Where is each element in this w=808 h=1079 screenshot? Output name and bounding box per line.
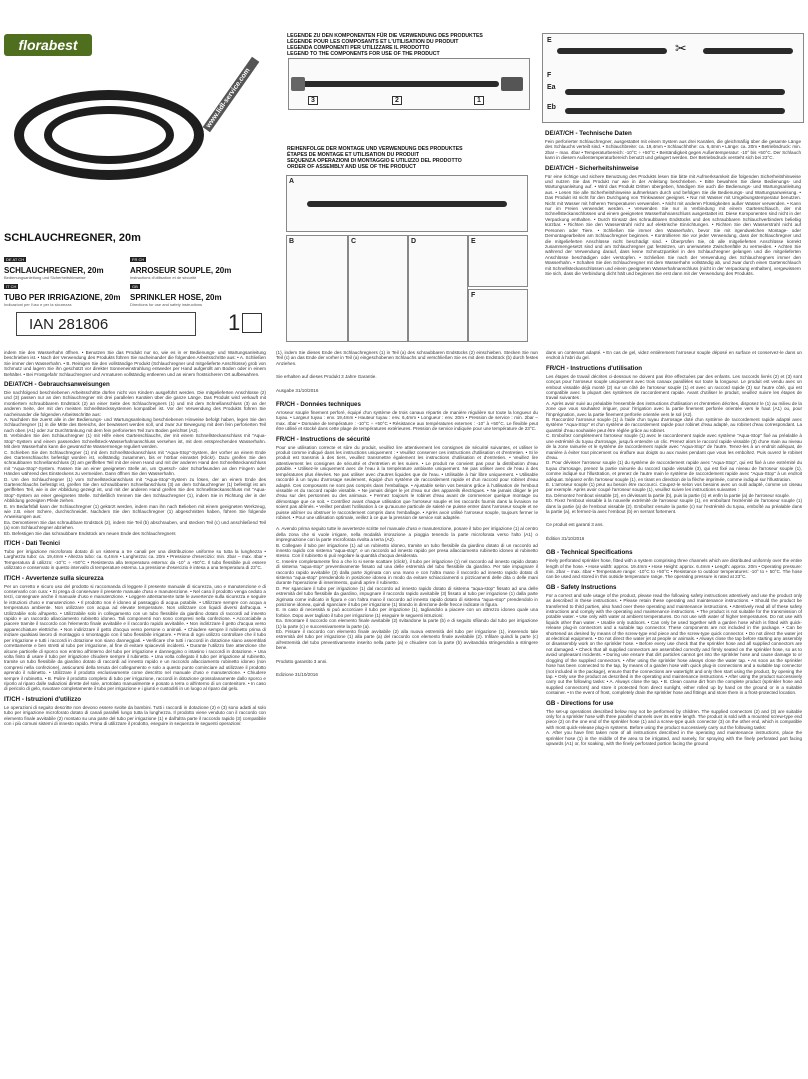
section-heading: GB - Technical Specifications: [546, 549, 633, 557]
fig-label-d: D: [411, 238, 417, 245]
ian-box: IAN 281806: [16, 312, 196, 336]
warranty-text: Prodotto garantito 3 anni.: [276, 658, 328, 664]
product-name: TUBO PER IRRIGAZIONE, 20m: [4, 293, 121, 302]
page-box-icon: [242, 313, 262, 333]
de-top-column: [545, 126, 801, 276]
scissors-icon: ✂: [675, 40, 687, 56]
lang-tags: GB: [132, 284, 138, 289]
column-1: [4, 350, 266, 1072]
section-text: For a correct and safe usage of the product, please read the following safety instructions attentively and use the product only as described in these instructions. • Please retain these operating and maintenance instructions. • Should the product be transferred to third parties, also hand over these operating and maintenance instructions. • Attentively read all of these safety instructions and comply with the operating and maintenance instructions. • The product is not suitable for the transmission of potable water. • Use only with water at ambient temperatures. Do not use with water of higher temperatures. Do not use with liquids other than water. • Usable only outdoors. • Can only be used together with a garden hose which is fitted with quick-release plug-in connectors and a suitable tap connector. These components are not included in the package. • Can be shortened as desired by means of the screw-type end piece and the screw-type quick connector. • Do not direct the water jet at electrical equipment. • Do not direct the water jet at people or animals. • Always close the tap before starting any assembly or disassembly work on the sprinkler hose. • Before every use check that the sprinkler hose and all supplied connectors are not damaged. • Check that all supplied connectors are assembled correctly and firmly seated on the sprinkler hose, so as to avoid unpleasant incidents. • During use ensure that dirt particles cannot get into the sprinkler hose and cause damage to or clogging of the supplied connectors. • After using the sprinkler hose always close the water tap. • As soon as the sprinkler hose has been connected to the tap, by means of a garden hose with quick plug-in connections and a suitable tap connector (not included in the package), ensure that the connections are watertight and only then start using the product, by opening the tap. • Only use the product as described in the operating and maintenance instructions. • After using the product successively carry out the following tasks: • A. Always close the tap. • B. Clean coarse dirt from the complete product (sprinkler hose and supplied connectors) and store it protected from direct sunlight, either rolled up by hand on the ground or in a suitable container. • In the event of frost, completely drain the sprinkler hose and fittings and store them in a frost-protected location.: [546, 592, 802, 696]
legend-figure: [288, 58, 530, 110]
marker-3: 3: [308, 96, 318, 105]
fig-label-ea: Ea: [547, 84, 556, 91]
section-heading: IT/CH - Istruzioni d'utilizzo: [4, 695, 82, 703]
warranty-text: Sie erhalten auf dieses Produkt 3 Jahre Garantie.: [276, 374, 377, 380]
section-heading: GB - Safety Instructions: [546, 583, 617, 591]
section-heading: IT/CH - Dati Tecnici: [4, 540, 60, 547]
figure-a: [286, 175, 528, 232]
hose-line: [703, 48, 793, 54]
cover-title: SCHLAUCHREGNER, 20m: [4, 232, 141, 244]
fig-label-a: A: [289, 178, 295, 185]
assembly-figures: [286, 175, 528, 340]
section-heading: FR/CH - Instructions d'utilisation: [546, 364, 642, 372]
endcap-2-icon: [501, 77, 523, 91]
section-text: A. Avendo prima seguito tutte le avvertenze scritte nel manuale d'uso e manutenzione, posare il tubo per irrigazione (1) al centro della zona che si vuole irrigare, nella modalità irrorazione a pioggia tenendo la parte microforata verso l'alto (A1) o impregnazione con la parte microforata rivolta a terra (A2). B. Collegare il tubo per irrigazione (1) ad un rubinetto idoneo, tramite un tubo flessibile da giardino dotato di un raccordo ad innesto rapido con sistema "aqua-stop", e un raccordo ad innesto rapido per presa allacciamento rubinetto idoneo al rubinetto stesso. Con il rubinetto si può regolare la quantità d'acqua desiderata. C. Inserire completamente fino a che lo si sente scattare (click!), il tubo per irrigazione (1) nel raccordo ad innesto rapido dotato di sistema "aqua-stop" preventivamente fissato ad una delle estremità del tubo flessibile da giardino. Per tale impugnare il raccordo rapido avvitabile (3) dalla parte zigrinata con una mano e con l'altra mano il raccordo ad innesto rapido dotato di sistema "aqua-stop" prendendolo in posizione idonea in modo da evitare schiacciamenti o pizzicamenti delle dita o delle mani durante l'operazione di inserimento, quindi aprire il rubinetto. D. Per sganciare il tubo per irrigazione (1) dal raccordo ad innesto rapido dotato di sistema "aqua-stop" fissato ad una delle estremità del tubo flessibile da giardino, impugnare il raccordo rapido avvitabile (3) fissato al tubo per irrigazione (1) dalla parte zigrinata come indicato in figura e con l'altra mano il raccordo ad innesto rapido dotato di sistema "aqua-stop" prendendolo in posizione idonea, quindi sganciare il tubo per irrigazione (1) tirando in direzione delle frecce indicate in figura. E. In caso di necessità si può accorciare il tubo per irrigazione (1), tagliandolo a piacere con un attrezzo idoneo quale una forbice. Dopo aver tagliato il tubo per irrigazione (1) eseguire le seguenti istruzioni: Ea. Smontare il raccordo con elemento finale avvitabile (2) svitandone la parte (b) e di seguito sfilando dal tubo per irrigazione (1) la parte (c) e successivamente la parte (a). Eb. Fissare il raccordo con elemento finale avvitabile (2) alla nuova estremità del tubo per irrigazione (1), inserendo tale estremità del tubo per irrigazione (1) alla parte (a) del raccordo con elemento finale avvitabile (2). Infilare quindi la parte (c) all'estremità del tubo preventivamente inserito nella parte (a) e chiudere con la parte (b) avvitandola stringendola a stringere bene.: [276, 526, 538, 651]
page-number: [228, 309, 262, 336]
hose-line: [307, 201, 507, 207]
product-sub: Instructions d'utilisation et de sécurité: [130, 275, 197, 280]
section-text: Fein perforierter Schlauchregner, ausgestattet mit einem System aus drei Kanälen, die gleichmäßig über die gesamte Länge des Schlauchs verteilt sind. • Schlauchbreite: ca. 19,4mm • Schlauchhöhe: ca. 6,4mm • Länge: ca. 20m • Betriebsdruck: min. 2bar – max. 4bar • Temperaturbereich: -10°C ÷ +50°C • Beständigkeit gegen Außentemperatur: -10° bis +50°C. Der Schlauch kann in diesem Außentemperaturbereich benutzt und gelagert werden. Der Betriebsdruck versteht sich bei 23°C.: [545, 139, 801, 161]
product-name: ARROSEUR SOUPLE, 20m: [130, 266, 232, 275]
fig-label-e: E: [471, 238, 476, 245]
section-text: Die nachfolgend beschriebenen Arbeitsschritte dürfen nicht von Kindern ausgeführt werden. Die mitgelieferten Anschlüsse (2) und (3) passen nur an den Schlauchregner mit drei parallelen Kanälen über die ganze Länge. Das Produkt wird verkauft mit montiertem schraubbarem Endstück (2) an einer Seite des Schlauchregners (1) und mit dem Schnellanschluss (3) an der anderen Seite, der mit den meisten Schnellsteckssystemen kompatibel ist. Vor der Verwendung des Produkts führen Sie nacheinander die folgenden Arbeitsschritte aus: A. Nachdem Sie zuerst alle in der Bedienungs- und Wartungsanleitung beschriebenen Hinweise befolgt haben, legen Sie den Schlauchregner (1) in die Mitte des Bereichs, der bewässert werden soll, und zwar zur Bewegung mit dem fein perforierten Teil nach oben (A1) oder zur Durchtränkung mit dem fein perforierten Teil zum Boden gerichtet (A2). B. Verbinden Sie den Schlauchregner (1) mit Hilfe eines Gartenschlauchs, der mit einem Schnellsteckanschluss mit "Aqua-Stop"-System und einem passenden Schnellsteck-Wasserhahnanschluss versehen ist, mit dem entsprechenden Wasserhahn. Mit dem Wasserhahn kann die gewünschte Wassermenge reguliert werden. C. Schieben Sie den Schlauchregner (1) mit dem Schnellsteckanschluss mit "Aqua-Stop"-System, der vorher an einem Ende des Gartenschlauchs befestigt worden ist, vollständig zusammen, bis er hörbar einrastet (Klick!). Dazu greifen Sie den schraubbaren Schnellanschluss (3) am geriffelten Teil mit der einen Hand und mit der anderen Hand den Schnellsteckanschluss mit "Aqua-Stop"-System. Fassen Sie an einer geeigneten Stelle an, um Quetsch- oder Schürfwunden an den Fingern oder Händen während des Einsteckens zu vermeiden. Dann öffnen Sie den Wasserhahn. D. Um den Schlauchregner (1) vom Schnellsteckanschluss mit "Aqua-Stop"-System zu lösen, der an einem Ende des Gartenschlauchs befestigt ist, greifen Sie den schraubbaren Schnellanschluss (3) an dem Schlauchregner (1) befestigt ist am geriffelten Teil, wie in der Abbildung gezeigt ist, und mit der anderen Hand greifen Sie den Schnellsteckanschluss mit "Aqua-Stop"-System an einer geeigneten Stelle. Schließlich trennen Sie den Schlauchregner (1), indem Sie in Richtung der in der Abbildung gezeigten Pfeile ziehen. E. Im Bedarfsfall kann der Schlauchregner (1) gekürzt werden, indem man ihn nach Belieben mit einem geeigneten Werkzeug, wie z.B. einer Schere, durchschneidet. Nachdem Sie den Schlauchregner (1) abgeschnitten haben, führen Sie folgende Anweisungen aus: Ea. Demontieren Sie das schraubbare Endstück (2), indem Sie Teil (b) abschrauben, und stecken Teil (c) und anschließend Teil (a) vom Schlauchregner abziehen. Eb. Befestigen Sie das schraubbare Endstück am neuen Ende des Schlauchregners: [4, 390, 266, 536]
section-text: Tubo per irrigazione microforato dotato di un sistema a tre canali per una distribuzione uniforme su tutta la lunghezza • Larghezza tubo: ca. 19,4mm • Altezza tubo: ca. 6,4mm • Lunghezza: ca. 20m • Pressione d'esercizio: min. 2bar – max. 4bar • Temperatura di utilizzo: -10°C ÷ +50°C • Resistenza alla temperatura esterna: da -10° a +50°C. Il tubo flessibile può essere utilizzato e conservato in questo intervallo di temperature esterna. La pressione d'esercizio è intesa a una temperatura di 23°C.: [4, 549, 266, 571]
section-text: Arroseur souple finement perforé, équipé d'un système de trois canaux répartis de manière régulière sur toute la longueur du tuyau. • Largeur tuyau : env. 19,4mm • Hauteur tuyau : env. 6,4mm • Longueur : env. 20m • Pression de service : min. 2bar – max. 4bar • Domaine de température : -10°C ÷ +50°C • Résistance aux températures externes : -10° à +50°C. Le flexible peut être utilisé et stocké dans cette plage de températures extérieures. Pression de service indiquée pour une température de 23°C.: [276, 410, 538, 432]
figure-d: [408, 235, 468, 342]
warranty-text: Ce produit est garanti 3 ans.: [546, 522, 604, 528]
lang-tags: FR CH: [132, 257, 145, 262]
section-text: Les étapes de travail décrites ci-dessous ne doivent pas être effectuées par des enfants. Les raccords livrés (2) et (3) sont conçus pour l'arroseur souple uniquement avec trois canaux parallèles sur toute la longueur. Le produit est vendu avec un embout vissable déjà monté (2) sur un côté de l'arroseur souple (1) et avec un raccord rapide (3) sur l'autre côté, qui est compatible avec la plupart des systèmes de raccordement rapide. Avant d'utiliser le produit, veuillez suivre les étapes de travail suivantes : A. Après avoir suivi au préalable l'ensemble des instructions d'utilisation et d'entretien décrites, disposez le (1) au milieu de la zone que vous souhaitez irriguer, pour l'irrigation avec la partie finement perforée orientée vers le haut (A1) ou, pour l'imprégnation, avec la partie finement perforée orientée vers le sol (A2). B. Raccordez l'arroseur souple (1) à l'aide d'un tuyau d'arrosage doté d'un système de raccordement rapide adapté avec système "Aqua-Stop" et d'un système de raccordement rapide pour robinet d'eau adapté, au robinet d'eau correspondant. La quantité d'eau souhaitée peut être réglée grâce au robinet. C. Emboîtez complètement l'arroseur souple (1) avec le raccordement rapide avec système "Aqua-Stop" fixé au préalable à une extrémité du tuyau d'arrosage, jusqu'à entendre un clic. Prenez alors le raccord rapide vissable (3) d'une main au niveau de la zone rainurée et le système de raccordement rapide avec "Aqua-Stop" de l'autre. Tenez-les à un endroit adéquat, de manière à éviter tout pincement ou éraflure aux doigts ou aux mains pendant que vous les emboîtez. Puis ouvrez le robinet d'eau. D. Pour dévisser l'arroseur souple (1) du système de raccordement rapide avec "Aqua-Stop", qui est fixé à une extrémité du tuyau d'arrosage, prenez la partie rainurée du raccord rapide vissable (3), qui est fixé au niveau de l'arroseur souple (1), comme indiqué sur l'illustration, et prenez de l'autre main le système de raccordement rapide avec "Aqua-Stop" à un endroit adéquat. Séparez enfin l'arroseur souple (1), en tirant en direction de la flèche imprimée, comme indiqué sur l'illustration. E. L'arroseur souple (1) peut au besoin être raccourci. Coupez-le selon vos besoins avec un outil adapté, comme un ciseau par exemple. Après avoir coupé l'arroseur souple (1), veuillez suivre les instructions suivantes : Ea. Démontez l'embout vissable (2), en dévissant la partie (b), puis la partie (c) et enfin la partie (a) de l'arroseur souple. Eb. Fixez l'embout vissable à la nouvelle extrémité de l'arroseur souple (1), en emboîtant l'extrémité de l'arroseur souple (1) dans la partie (a) de l'embout vissable (2). Emboîtez ensuite la partie (c) sur l'extrémité du tuyau, emboîté au préalable dans la partie (a), et fermez-la avec l'embout (b) en serrant fortement.: [546, 373, 802, 514]
hose-line: [565, 108, 785, 114]
hose-line: [299, 81, 499, 87]
fig-label-f: F: [471, 292, 476, 299]
lidl-service-url: www.lidl-service.com: [203, 57, 260, 133]
hose-coil-illustration: [14, 70, 204, 210]
brand-logo: florabest: [4, 34, 92, 56]
fig-label-b: B: [289, 238, 295, 245]
product-gb: [130, 275, 270, 307]
hose-line: [557, 48, 667, 54]
figure-c: [348, 235, 408, 342]
section-text: Pour une utilisation correcte et sûre du produit, veuillez lire attentivement les consignes de sécurité suivantes, et utiliser le produit comme indiqué dans les instructions uniquement : • Veuillez conserver ces instructions d'utilisation et d'entretien. • Si le produit est transmis à des tiers, veuillez transmettre également les instructions d'utilisation et d'entretien. • Veuillez lire attentivement les consignes de sécurité et d'entretien et les suivre. • Le produit ne convient pas pour la distribution d'eau potable. • Utilisez-le uniquement avec de l'eau à la température ambiante uniquement. Ne pas utiliser avec de l'eau à des températures plus élevées. Ne pas utiliser avec d'autres liquides que de l'eau. • Utilisable à l'air libre uniquement. • Utilisable raccordé à un tuyau d'arrosage seulement, équipé d'un système de raccordement rapide et d'un raccord pour robinet d'eau adapté. Ces composants ne sont pas compris dans l'emballage. • Ajustable selon vos besoins grâce à l'utilisation de l'embout vissable et du raccord rapide vissable. • Ne jamais diriger le jet d'eau sur des appareils électriques. • Ne jamais diriger le jet d'eau sur des personnes ou des animaux. • Fermez toujours le robinet d'eau avant de commencer quelque montage ou démontage que ce soit. • Contrôlez avant chaque utilisation que l'arroseur souple et les raccords fournis dans la livraison ne soient pas abîmés. • Veillez pendant l'utilisation à ce qu'aucune particule de saleté ne puisse entrer dans l'arroseur souple et ne puisse abîmer ou obstruer le raccordement compris dans l'emballage. • Après avoir utilisé l'arroseur souple, toujours fermer le robinet. • Pour une utilisation optimale, veillez à ce que la pression de service soit adaptée.: [276, 444, 538, 520]
lang-tags: IT CH: [6, 284, 17, 289]
section-heading: DE/AT/CH - Technische Daten: [545, 130, 632, 137]
fig-label-eb: Eb: [547, 104, 556, 111]
section-heading: DE/AT/CH - Sicherheitshinweise: [545, 164, 639, 172]
figure-f: [468, 289, 528, 342]
product-sub: Indicazioni per l'uso e per la sicurezza: [4, 302, 72, 307]
section-text: The set-up operations described below may not be performed by children. The supplied connectors (2) and (3) are suitable only for a sprinkler hose with three parallel channels over its entire length. The product is sold with a mounted screw-type end piece (2) on the one end of the sprinkler hose (1) and a screw-type quick connector (3) on the other end, which is compatible with most quick-release plug-in systems. Before using the product successively carry out the following tasks: A. After you have first taken note of all instructions described in the operating and maintenance instructions, place the sprinkler hose (1) in the middle of the area to be irrigated, and namely, for spraying with the finely perforated part facing upwards (A1) or, for soaking, with the finely perforated portion facing the ground: [546, 708, 802, 746]
section-text: Für eine richtige und sichere Benutzung des Produkts lesen Sie bitte mit Aufmerksamkeit die folgenden Sicherheitshinweise und nutzen Sie das Produkt nur wie in der Anleitung beschrieben. • Bitte bewahren Sie diese Bedienungs- und Wartungsanleitung auf. • Wird das Produkt Dritten übergeben, händigen Sie auch die Bedienungs- und Wartungsanleitung aus. • Lesen Sie alle Sicherheitshinweise aufmerksam durch und befolgen Sie die Bedienungs- und Wartungsanweisung. • Das Produkt ist nicht für den Durchgang von Trinkwasser geeignet. • Nur mit Wasser mit Umgebungstemperatur benutzen. Nicht mit Wasser mit höheren Temperaturen verwenden. • Nicht mit anderen Flüssigkeiten außer Wasser verwenden. • Kann nur im Freien verwendet werden. • Verwenden Sie nur in Verbindung mit einem Gartenschlauch, der mit Schnellsteckanschlüssen und einem geeigneten Wasserhahnanschluss ausgestattet ist. Diese Komponenten sind nicht in der Verpackung enthalten. • Durch Einsatz des schraubbaren Endstücks und des schraubbaren Schlauchverbinders beliebig kürzbar. • Richten Sie den Wasserstrahl nicht auf elektrische Einrichtungen. • Richten Sie den Wasserstrahl nicht auf Personen oder Tiere. • Schließen Sie immer den Wasserhahn, bevor Sie mit irgendwelchen Montage- oder Demontagearbeiten am Schlauchregner beginnen. • Kontrollieren Sie vor jeder Verwendung, dass der Schlauchregner und die mitgelieferten Anschlüsse nicht beschädigt sind. • Überprüfen Sie, ob alle mitgelieferten Anschlüsse korrekt zusammengesetzt sind und am Schlauchregner gut festsitzen, um unerwartete Zwischenfälle zu vermeiden. • Achten Sie während der Verwendung darauf, dass keine Schmutzpartikel in den Schlauchregner gelangen und die mitgelieferten Anschlüsse beschädigen oder verstopfen. • Schließen Sie nach der Verwendung des Schlauchregners immer den Wasserhahn. • Schalten Sie den Schlauchregner mit dem Wasserhahn vollständig ab, und zwar durch einen Gartenschlauch mit Schnellsteckanschlüssen und einem geeigneten Wasserhahnanschluss (nicht in der Verpackung enthalten), vergewissern Sie sich, dass die Verbindung dicht hält und beginnen Sie erst dann mit der Verwendung des Produkts.: [545, 173, 801, 276]
continuation-text: dans un contenant adapté. • En cas de gel, videz entièrement l'arroseur souple déposé en surface et conservez-le dans un endroit à l'abri du gel.: [546, 350, 802, 361]
section-heading: FR/CH - Données techniques: [276, 401, 361, 409]
product-sub: Directions for use and safety instructions: [130, 302, 203, 307]
continuation-text: indem Sie den Wasserhahn öffnen. • Benutzen Sie das Produkt nur so, wie es in er Bedienungs- und Wartungsanleitung beschrieben ist. • Nach der Verwendung des Produkts führen Sie nacheinander die folgenden Arbeitsschritte aus: • A. Schließen Sie immer den Wasserhahn. • B. Reinigen Sie den vollständige Produkt (Schlauchregner und mitgelieferte Anschlüsse) grob von Schmutz und lagern Sie ihn geschützt vor direkter Sonneneinstrahlung entweder per Hand aufgerollt am Boden oder in einem Behälter. • Bei Frostgefahr Schlauchregner und Armaturen vollständig entleeren und an einem frostsicheren Ort aufbewahren.: [4, 350, 266, 377]
marker-2: 2: [392, 96, 402, 105]
assembly-heading: REIHENFOLGE DER MONTAGE UND VERWENDUNG DES PRODUKTES ÉTAPES DE MONTAGE ET UTILISATION DU PRODUIT SEQUENZA OPERAZIONI DI MONTAGGIO E UTILIZZO DEL PRODOTTO ORDER OF ASSEMBLY AND USE OF THE PRODUCT: [287, 146, 463, 170]
section-text: Per un corretto e sicuro uso del prodotto si raccomanda di leggere il presente manuale di sicurezza, uso e manutenzione e di conservarlo con cura: • Si prega di conservare il presente manuale d'uso e manutenzione. • Nel caso il prodotto venga ceduto a terzi, consegnare anche il manuale d'uso e manutenzione. • Leggere attentamente tutte le avvertenze sulla sicurezza e seguire le istruzioni d'uso e manutenzione. • Il prodotto non è idoneo al passaggio di acqua potabile. • Utilizzare sempre con acqua a temperatura ambiente. Non utilizzare con acqua ad elevate temperature. Non utilizzare con liquidi diversi dall'acqua. • Utilizzabile solo all'aperto. • Utilizzabile solo in collegamento con un tubo flessibile da giardino dotato di raccordi ad innesto rapido e un raccordo allacciamento rubinetto idoneo. Tali componenti non sono compresi nella confezione. • Accorciabile a piacere tramite il raccordo con l'elemento finale avvitabile e il raccordo rapido avvitabile. • Non indirizzare il getto d'acqua verso apparecchiature elettriche. • Non indirizzare il getto d'acqua verso persone o animali. • Chiudere sempre il rubinetto prima di iniziare qualsiasi lavoro di montaggio o smontaggio con il tubo flessibile irrigatore. • Prima di ogni utilizzo controllare che il tubo per irrigazione e tutti i raccordi in dotazione non siano danneggiati. • Verificare che tutti i raccordi in dotazione siano assemblati correttamente e ben stretti al tubo per irrigazione, al fine di evitare spiacevoli incidenti. • Durante l'utilizzo fare attenzione che alcune particelle di sporco non entrino all'interno del tubo per irrigazione e danneggino o intasino i raccordi in dotazione. • Una volta finito di usare il tubo per irrigazione chiudere sempre il rubinetto. • Una volta collegato il tubo per irrigazione al rubinetto, tramite un tubo flessibile da giardino dotato di raccordi ad innesto rapido e un raccordo allacciamento rubinetto idoneo (non compresi nella confezione), assicurarsi della tenuta del collegamento e solo a questo punto cominciare ad utilizzare il prodotto aprendo il rubinetto. • Utilizzare il prodotto esclusivamente come descritto nel manuale d'uso e manutenzione. • Chiudere sempre il rubinetto. • B. Pulire il prodotto completo di tubo per irrigazione, raccordi in dotazione grossolanamente dallo sporco e riporlo al riparo dalle radiazioni dirette del sole, arrotolato manualmente e posato a terra o all'interno di un contenitore. • In caso di pericolo di gelo, svuotare completamente il tubo per irrigazione e i giunti e custodirli in un luogo al riparo dal gelo.: [4, 583, 266, 692]
product-name: SCHLAUCHREGNER, 20m: [4, 266, 104, 275]
connector-3-icon: [291, 77, 305, 91]
section-heading: FR/CH - Instructions de sécurité: [276, 435, 371, 443]
section-text: Finely perforated sprinkler hose, fitted with a system comprising three channels which are distributed uniformly over the entire length of the hose. • Hose width: approx. 19.4mm • Hose Height: approx. 6.4mm • Length: approx. 20m • Operating pressure: min. 2bar – max. 4bar • Temperature range: -10°C to +50°C • Resistance to outdoor temperatures: -10° to + 50°C. The hose can be used and stored in this outside temperature range. The operating pressure is rated at 23°C.: [546, 558, 802, 580]
product-it: [4, 275, 129, 307]
product-sub: Bedienungsanleitung und Sicherheitshinweise: [4, 275, 86, 280]
section-heading: IT/CH - Avvertenze sulla sicurezza: [4, 574, 104, 582]
edition-text: Ausgabe 31/10/2016: [276, 387, 319, 393]
edition-text: Édition 31/10/2016: [546, 535, 585, 541]
lang-tags: DE AT CH: [6, 257, 25, 262]
cutting-figure: [542, 33, 804, 123]
fig-label-f: F: [547, 72, 552, 79]
edition-text: Edizione 31/10/2016: [276, 672, 318, 678]
figure-b: [286, 235, 348, 342]
page-number-text: 1: [228, 310, 241, 336]
hose-coil-inner: [44, 106, 174, 164]
continuation-text: (1), indem Sie dieses Ende des Schlauchregners (1) in Teil (a) des schraubbaren Endstücks (2) einschieben. Stecken Sie nun Teil (c) an das Ende der vorher in Teil (a) eingeschobenen Schlauchs und verschließen Sie es mit dem Endstück (b) durch festes Anziehen.: [276, 350, 538, 366]
marker-1: 1: [474, 96, 484, 105]
product-name: SPRINKLER HOSE, 20m: [130, 293, 222, 302]
fig-label-c: C: [351, 238, 357, 245]
column-2: [276, 350, 538, 1072]
section-heading: DE/AT/CH - Gebrauchsanweisungen: [4, 381, 110, 389]
section-text: Le operazioni di seguito descritte non devono essere svolte da bambini. Tutti i raccordi in dotazione (2) e (3) sono adatti al solo tubo per irrigazione microforato dotato di canali paralleli lungo tutta la lunghezza. Il prodotto viene venduto con il raccordo con elemento finale avvitabile (2) montato su una parte del tubo per irrigazione (1) e dall'altra parte il raccordo rapido (3) compatibile con i più comuni sistemi di innesto rapido. Prima di utilizzare il prodotto, eseguire in sequenza le seguenti operazioni:: [4, 704, 266, 726]
column-3: [546, 350, 802, 1072]
fig-label-e: E: [547, 37, 552, 44]
figure-e: [468, 235, 528, 287]
section-heading: GB - Directions for use: [546, 699, 614, 707]
legend-heading: LEGENDE ZU DEN KOMPONENTEN FÜR DIE VERWENDUNG DES PRODUKTES LÉGENDE POUR LES COMPOSANTS ET L'UTILISATION DU PRODUIT LEGENDA COMPONENTI PER UTILIZZARE IL PRODOTTO LEGEND TO THE COMPONENTS FOR USE OF THE PRODUCT: [287, 33, 483, 57]
hose-line: [565, 89, 785, 95]
